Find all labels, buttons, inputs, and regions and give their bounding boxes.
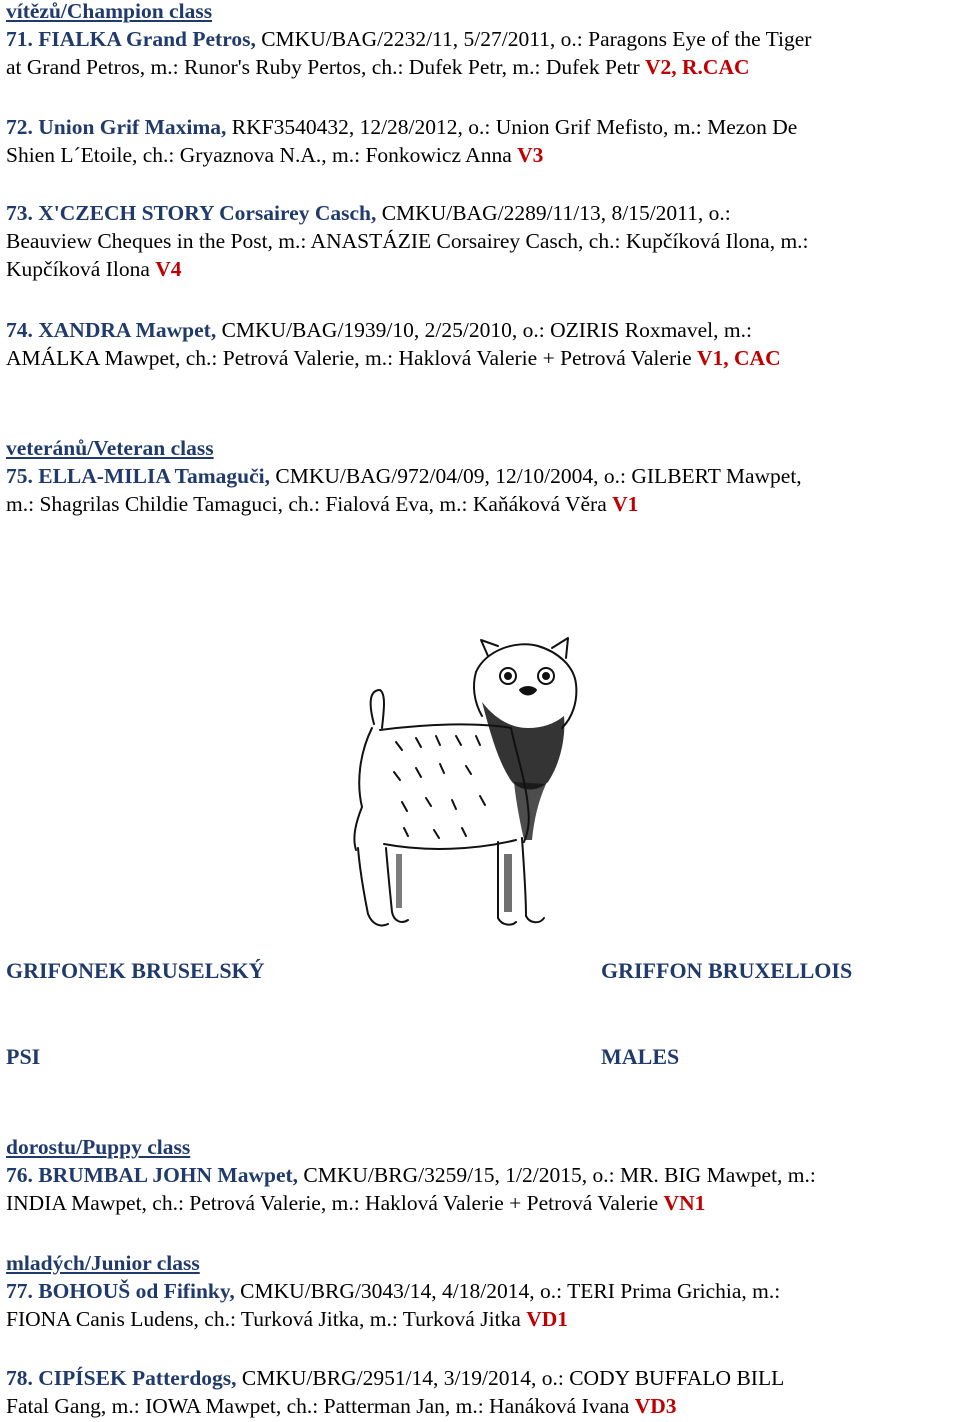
entry-details: Kupčíková Ilona [6, 257, 150, 281]
dog-name: Union Grif Maxima, [38, 115, 227, 139]
class-heading-junior: mladých/Junior class [6, 1251, 200, 1275]
entry-details: AMÁLKA Mawpet, ch.: Petrová Valerie, m.: Haklová Valerie + Petrová Valerie [6, 346, 692, 370]
breed-name-cz: GRIFONEK BRUSELSKÝ [6, 958, 265, 983]
dog-name: FIALKA Grand Petros, [38, 27, 256, 51]
dog-name: BOHOUŠ od Fifinky, [38, 1279, 235, 1303]
class-heading-veteran: veteránů/Veteran class [6, 436, 214, 460]
entry-details: FIONA Canis Ludens, ch.: Turková Jitka, m.: Turková Jitka [6, 1307, 521, 1331]
entry-line [6, 1189, 956, 1217]
entry-line [6, 113, 956, 141]
entry-result: VN1 [663, 1191, 706, 1215]
entry-details: CMKU/BRG/3259/15, 1/2/2015, o.: MR. BIG Mawpet, m.: [303, 1163, 816, 1187]
entry-71 [6, 25, 956, 81]
entry-details: Shien L´Etoile, ch.: Gryaznova N.A., m.: Fonkowicz Anna [6, 143, 512, 167]
dog-name: XANDRA Mawpet, [38, 318, 217, 342]
entry-details: Fatal Gang, m.: IOWA Mawpet, ch.: Patterman Jan, m.: Hanáková Ivana [6, 1394, 630, 1418]
entry-details: RKF3540432, 12/28/2012, o.: Union Grif Mefisto, m.: Mezon De [231, 115, 798, 139]
entry-line [6, 53, 956, 81]
class-heading-champion: vítězů/Champion class [6, 0, 213, 23]
entry-number: 71. [6, 27, 33, 51]
entry-line [6, 490, 956, 518]
entry-number: 77. [6, 1279, 33, 1303]
class-heading-puppy: dorostu/Puppy class [6, 1135, 191, 1159]
entry-details: CMKU/BAG/2289/11/13, 8/15/2011, o.: [381, 201, 731, 225]
entry-line [6, 316, 956, 344]
entry-line [6, 199, 956, 227]
entry-line [6, 255, 956, 283]
entry-details: m.: Shagrilas Childie Tamaguci, ch.: Fialová Eva, m.: Kaňáková Věra [6, 492, 607, 516]
entry-result: V1 [612, 492, 639, 516]
griffon-dog-illustration [276, 632, 606, 962]
entry-number: 72. [6, 115, 33, 139]
entry-result: VD1 [526, 1307, 569, 1331]
entry-details: CMKU/BRG/3043/14, 4/18/2014, o.: TERI Prima Grichia, m.: [240, 1279, 781, 1303]
entry-line [6, 227, 956, 255]
dog-name: BRUMBAL JOHN Mawpet, [38, 1163, 299, 1187]
breed-name-en: GRIFFON BRUXELLOIS [601, 958, 853, 983]
dog-name: X'CZECH STORY Corsairey Casch, [38, 201, 377, 225]
entry-details: CMKU/BRG/2951/14, 3/19/2014, o.: CODY BUFFALO BILL [241, 1366, 785, 1390]
entry-details: INDIA Mawpet, ch.: Petrová Valerie, m.: Haklová Valerie + Petrová Valerie [6, 1191, 659, 1215]
entry-result: V1, CAC [697, 346, 781, 370]
entry-result: V4 [155, 257, 182, 281]
entry-78 [6, 1364, 956, 1420]
entry-number: 76. [6, 1163, 33, 1187]
entry-line [6, 1392, 956, 1420]
entry-75 [6, 462, 956, 518]
dog-name: CIPÍSEK Patterdogs, [38, 1366, 237, 1390]
entry-line [6, 1305, 956, 1333]
sex-cz: PSI [6, 1044, 41, 1069]
sex-en: MALES [601, 1044, 680, 1069]
entry-result: VD3 [634, 1394, 677, 1418]
entry-line [6, 344, 956, 372]
entry-result: V3 [517, 143, 544, 167]
entry-details: CMKU/BAG/972/04/09, 12/10/2004, o.: GILBERT Mawpet, [275, 464, 802, 488]
entry-details: at Grand Petros, m.: Runor's Ruby Pertos, ch.: Dufek Petr, m.: Dufek Petr [6, 55, 640, 79]
entry-details: CMKU/BAG/2232/11, 5/27/2011, o.: Paragons Eye of the Tiger [261, 27, 812, 51]
entry-line [6, 141, 956, 169]
entry-72 [6, 113, 956, 169]
entry-76 [6, 1161, 956, 1217]
entry-line [6, 1161, 956, 1189]
entry-details: CMKU/BAG/1939/10, 2/25/2010, o.: OZIRIS Roxmavel, m.: [221, 318, 752, 342]
dog-name: ELLA-MILIA Tamaguči, [38, 464, 271, 488]
entry-73 [6, 199, 956, 283]
entry-line [6, 1364, 956, 1392]
entry-74 [6, 316, 956, 372]
entry-number: 78. [6, 1366, 33, 1390]
entry-result: V2, R.CAC [644, 55, 750, 79]
entry-line [6, 25, 956, 53]
entry-number: 75. [6, 464, 33, 488]
entry-77 [6, 1277, 956, 1333]
entry-number: 74. [6, 318, 33, 342]
entry-number: 73. [6, 201, 33, 225]
entry-line [6, 462, 956, 490]
entry-line [6, 1277, 956, 1305]
entry-details: Beauview Cheques in the Post, m.: ANASTÁZIE Corsairey Casch, ch.: Kupčíková Ilona, m.: [6, 229, 809, 253]
